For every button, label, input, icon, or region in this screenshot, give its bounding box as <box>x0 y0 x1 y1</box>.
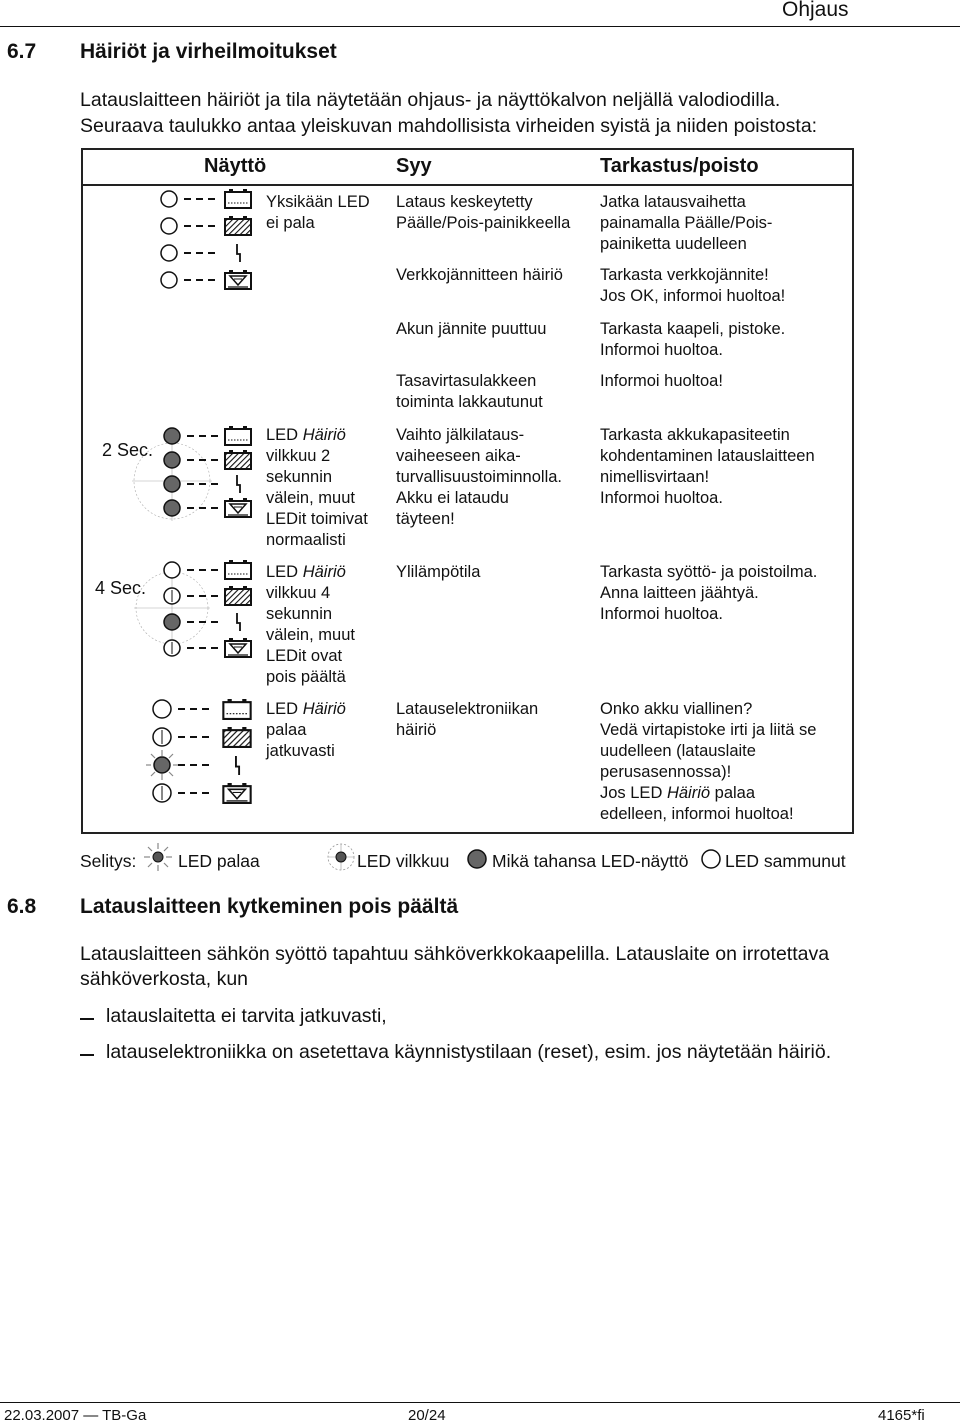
bullet-dash <box>80 1018 94 1020</box>
list-item: latauslaitetta ei tarvita jatkuvasti, <box>106 1005 387 1027</box>
cause-cell: Ylilämpötila <box>396 563 481 581</box>
led-off-icon <box>700 848 722 870</box>
section-number: 6.7 <box>7 40 37 63</box>
page-number: 20/24 <box>408 1407 446 1424</box>
battery-full-icon <box>225 216 251 235</box>
led-off-icon <box>164 562 180 578</box>
document-number: 4165*fi <box>878 1407 925 1424</box>
remedy-cell: Jatka latausvaihetta painamalla Päälle/Pois- painiketta uudelleen <box>600 193 773 253</box>
fault-led-name: Häiriö <box>302 426 346 444</box>
display-description: LED Häiriö palaa jatkuvasti <box>266 700 346 760</box>
led-blink-icon <box>326 842 356 872</box>
fault-icon <box>225 638 251 657</box>
led-any-icon <box>164 500 180 516</box>
led-off-icon <box>153 700 171 718</box>
legend-off: LED sammunut <box>725 851 846 871</box>
fault-icon <box>225 498 251 517</box>
led-any-icon <box>164 476 180 492</box>
battery-empty-icon <box>225 560 251 579</box>
cause-cell: Tasavirtasulakkeen toiminta lakkautunut <box>396 372 543 411</box>
led-group-all-off <box>161 189 251 289</box>
cause-cell: Latauselektroniikan häiriö <box>396 700 539 739</box>
bullet-dash <box>80 1054 94 1056</box>
led-status-diagrams <box>80 186 270 816</box>
led-off-icon <box>161 272 177 288</box>
led-any-icon <box>164 428 180 444</box>
section-title: Latauslaitteen kytkeminen pois päältä <box>80 895 459 918</box>
fault-led-name: Häiriö <box>302 563 346 581</box>
legend-blink: LED vilkkuu <box>357 851 450 871</box>
legend-lit: LED palaa <box>178 851 260 871</box>
display-description: LED Häiriö vilkkuu 4 sekunnin välein, muut LEDit ovat pois päältä <box>266 563 355 686</box>
fault-icon <box>225 270 251 289</box>
blink-interval-label: 4 Sec. <box>95 578 147 598</box>
power-icon <box>237 244 240 262</box>
led-off-icon <box>161 191 177 207</box>
header-rule <box>0 26 960 27</box>
remedy-cell: Onko akku viallinen? Vedä virtapistoke irti ja liitä se uudelleen (latauslaite perusasennossa)! Jos LED Häiriö palaa edelleen, informoi huoltoa! <box>600 700 817 823</box>
remedy-cell: Tarkasta akkukapasiteetin kohdentaminen latauslaitteen nimellisvirtaan! Informoi huoltoa. <box>600 426 815 507</box>
battery-full-icon <box>225 586 251 605</box>
fault-icon <box>223 783 250 803</box>
list-item: latauselektroniikka on asetettava käynnistystilaan (reset), esim. jos näytetään häiriö. <box>106 1041 832 1063</box>
paragraph-line: Latauslaitteen sähkön syöttö tapahtuu sähköverkkokaapelilla. Latauslaite on irrotettava <box>80 943 830 965</box>
intro-line: Seuraava taulukko antaa yleiskuvan mahdollisista virheiden syistä ja niiden poistosta: <box>80 115 818 137</box>
led-off-icon <box>161 245 177 261</box>
cause-cell: Akun jännite puuttuu <box>396 320 547 338</box>
legend-any: Mikä tahansa LED-näyttö <box>492 851 689 871</box>
led-blink-icon <box>164 614 180 630</box>
intro-line: Latauslaitteen häiriöt ja tila näytetään ohjaus- ja näyttökalvon neljällä valodiodilla. <box>80 89 781 111</box>
table-header: Tarkastus/poisto <box>600 155 759 177</box>
battery-full-icon <box>223 727 250 747</box>
fault-led-name: Häiriö <box>666 784 711 802</box>
power-icon <box>237 475 240 493</box>
table-header: Syy <box>396 155 432 177</box>
remedy-cell: Tarkasta kaapeli, pistoke. Informoi huoltoa. <box>600 320 786 359</box>
display-description: Yksikään LED ei pala <box>266 193 370 232</box>
footer-date: 22.03.2007 — TB-Ga <box>4 1407 147 1424</box>
display-description: LED Häiriö vilkkuu 2 sekunnin välein, muut LEDit toimivat normaalisti <box>266 426 368 549</box>
battery-empty-icon <box>225 189 251 208</box>
paragraph-line: sähköverkosta, kun <box>80 968 249 990</box>
table-header: Näyttö <box>204 155 267 177</box>
battery-empty-icon <box>225 426 251 445</box>
remedy-cell: Tarkasta syöttö- ja poistoilma. Anna laitteen jäähtyä. Informoi huoltoa. <box>600 563 818 623</box>
section-title: Häiriöt ja virheilmoitukset <box>80 40 337 63</box>
led-any-icon <box>164 452 180 468</box>
battery-empty-icon <box>223 699 250 719</box>
led-off-icon <box>161 218 177 234</box>
remedy-cell: Tarkasta verkkojännite! Jos OK, informoi huoltoa! <box>600 266 786 305</box>
battery-full-icon <box>225 450 251 469</box>
section-number: 6.8 <box>7 895 37 918</box>
power-icon <box>237 613 240 631</box>
led-any-icon <box>466 848 488 870</box>
section-label: Ohjaus <box>782 0 849 21</box>
legend-label: Selitys: <box>80 851 137 871</box>
led-lit-icon <box>143 842 173 872</box>
led-lit-icon <box>154 757 170 773</box>
led-group-4sec <box>134 560 251 657</box>
fault-led-name: Häiriö <box>302 700 346 718</box>
footer-rule <box>0 1402 960 1403</box>
power-icon <box>236 756 239 775</box>
cause-cell: Vaihto jälkilataus- vaiheeseen aika- turvallisuustoiminnolla. Akku ei lataudu täyteen! <box>396 426 562 528</box>
led-group-steady <box>146 699 251 803</box>
cause-cell: Verkkojännitteen häiriö <box>396 266 563 284</box>
remedy-cell: Informoi huoltoa! <box>600 372 723 390</box>
blink-interval-label: 2 Sec. <box>102 440 154 460</box>
cause-cell: Lataus keskeytetty Päälle/Pois-painikkeella <box>396 193 571 232</box>
